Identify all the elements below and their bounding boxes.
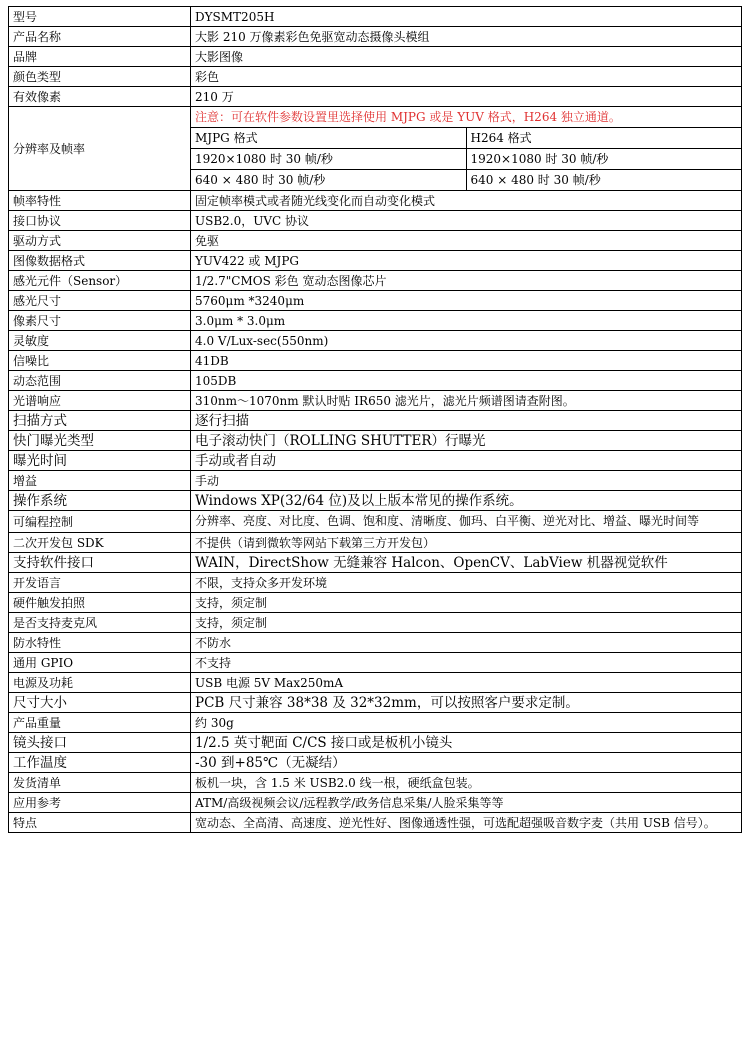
row-label: 开发语言 [9,573,191,593]
spec-table [8,6,742,833]
row-value: USB2.0，UVC 协议 [191,211,742,231]
row-label: 通用 GPIO [9,653,191,673]
resolution-header-row [191,128,741,149]
row-label: 品牌 [9,47,191,67]
row-label: 硬件触发拍照 [9,593,191,613]
row-label: 扫描方式 [9,411,191,431]
row-value: Windows XP(32/64 位)及以上版本常见的操作系统。 [191,491,742,511]
row-label: 产品重量 [9,713,191,733]
row-value: 大影图像 [191,47,742,67]
row-value: 不限，支持众多开发环境 [191,573,742,593]
row-label: 是否支持麦克风 [9,613,191,633]
row-label: 快门曝光类型 [9,431,191,451]
table-row [9,311,742,331]
row-value: 分辨率、亮度、对比度、色调、饱和度、清晰度、伽玛、白平衡、逆光对比、增益、曝光时间等 [191,511,742,533]
row-value: 1/2.7"CMOS 彩色 宽动态图像芯片 [191,271,742,291]
row-value: USB 电源 5V Max250mA [191,673,742,693]
resolution-cell [191,107,742,191]
table-row [9,431,742,451]
spec-sheet [8,6,742,833]
row-value: 大影 210 万像素彩色免驱宽动态摄像头模组 [191,27,742,47]
table-row [9,793,742,813]
row-label: 应用参考 [9,793,191,813]
row-value: 免驱 [191,231,742,251]
h264-header: H264 格式 [466,128,741,149]
row-value: PCB 尺寸兼容 38*38 及 32*32mm，可以按照客户要求定制。 [191,693,742,713]
row-value: 手动 [191,471,742,491]
table-row [9,471,742,491]
table-row [9,291,742,311]
resolution-row [191,149,741,170]
table-row [9,47,742,67]
row-label: 像素尺寸 [9,311,191,331]
row-label: 操作系统 [9,491,191,511]
row-value: 宽动态、全高清、高速度、逆光性好、图像通透性强，可选配超强吸音数字麦（共用 USB 信号）。 [191,813,742,833]
table-row [9,553,742,573]
row-value: 支持，须定制 [191,613,742,633]
table-row [9,653,742,673]
row-value: 不支持 [191,653,742,673]
h264-value: 640 × 480 时 30 帧/秒 [466,170,741,191]
row-value: 支持，须定制 [191,593,742,613]
table-row [9,231,742,251]
row-value: 5760μm *3240μm [191,291,742,311]
spec-table-top [9,7,742,107]
mjpg-value: 1920×1080 时 30 帧/秒 [191,149,466,170]
row-value: 约 30g [191,713,742,733]
row-value: ATM/高级视频会议/远程教学/政务信息采集/人脸采集等等 [191,793,742,813]
row-label: 接口协议 [9,211,191,231]
row-label: 产品名称 [9,27,191,47]
row-value: 3.0μm * 3.0μm [191,311,742,331]
row-label: 感光尺寸 [9,291,191,311]
table-row [9,511,742,533]
row-value: 210 万 [191,87,742,107]
row-label: 颜色类型 [9,67,191,87]
mjpg-value: 640 × 480 时 30 帧/秒 [191,170,466,191]
row-label: 信噪比 [9,351,191,371]
h264-value: 1920×1080 时 30 帧/秒 [466,149,741,170]
row-value: -30 到+85℃（无凝结） [191,753,742,773]
table-row [9,491,742,511]
row-label: 可编程控制 [9,511,191,533]
mjpg-header: MJPG 格式 [191,128,466,149]
row-value: 不防水 [191,633,742,653]
row-value: WAIN，DirectShow 无缝兼容 Halcon、OpenCV、LabView 机器视觉软件 [191,553,742,573]
row-value: 105DB [191,371,742,391]
table-row [9,27,742,47]
row-label: 动态范围 [9,371,191,391]
row-label: 型号 [9,7,191,27]
row-label: 光谱响应 [9,391,191,411]
row-value: 310nm～1070nm 默认时贴 IR650 滤光片，滤光片频谱图请查附图。 [191,391,742,411]
row-label: 灵敏度 [9,331,191,351]
table-row [9,351,742,371]
table-row [9,573,742,593]
table-row [9,813,742,833]
row-label: 支持软件接口 [9,553,191,573]
row-label: 镜头接口 [9,733,191,753]
table-row [9,211,742,231]
table-row [9,613,742,633]
row-label: 发货清单 [9,773,191,793]
row-label: 图像数据格式 [9,251,191,271]
row-value: 固定帧率模式或者随光线变化而自动变化模式 [191,191,742,211]
row-value: 电子滚动快门（ROLLING SHUTTER）行曝光 [191,431,742,451]
row-value: 手动或者自动 [191,451,742,471]
row-label: 有效像素 [9,87,191,107]
row-value: 彩色 [191,67,742,87]
table-row [9,67,742,87]
row-label: 曝光时间 [9,451,191,471]
table-row [9,773,742,793]
table-row [9,753,742,773]
row-value: YUV422 或 MJPG [191,251,742,271]
table-row [9,533,742,553]
resolution-section [9,107,742,191]
table-row [9,271,742,291]
table-row [9,451,742,471]
row-value: 41DB [191,351,742,371]
row-label: 电源及功耗 [9,673,191,693]
table-row [9,693,742,713]
row-label: 工作温度 [9,753,191,773]
row-label: 二次开发包 SDK [9,533,191,553]
row-label: 感光元件（Sensor） [9,271,191,291]
table-row [9,7,742,27]
table-row [9,107,742,191]
table-row [9,593,742,613]
resolution-label: 分辨率及帧率 [9,107,191,191]
table-row [9,251,742,271]
row-label: 驱动方式 [9,231,191,251]
table-row [9,633,742,653]
resolution-note-row [191,107,741,128]
table-row [9,733,742,753]
table-row [9,713,742,733]
row-value: 1/2.5 英寸靶面 C/CS 接口或是板机小镜头 [191,733,742,753]
row-value: 4.0 V/Lux-sec(550nm) [191,331,742,351]
row-label: 特点 [9,813,191,833]
row-value: 逐行扫描 [191,411,742,431]
resolution-table [191,107,741,190]
table-row [9,411,742,431]
table-row [9,391,742,411]
table-row [9,87,742,107]
spec-table-bottom [9,191,742,833]
row-label: 增益 [9,471,191,491]
row-label: 尺寸大小 [9,693,191,713]
row-value: 板机一块，含 1.5 米 USB2.0 线一根，硬纸盒包装。 [191,773,742,793]
row-value: DYSMT205H [191,7,742,27]
resolution-row [191,170,741,191]
resolution-note: 注意：可在软件参数设置里选择使用 MJPG 或是 YUV 格式，H264 独立通道。 [195,110,621,124]
table-row [9,331,742,351]
table-row [9,371,742,391]
table-row [9,673,742,693]
row-value: 不提供（请到微软等网站下载第三方开发包） [191,533,742,553]
table-row [9,191,742,211]
row-label: 防水特性 [9,633,191,653]
row-label: 帧率特性 [9,191,191,211]
